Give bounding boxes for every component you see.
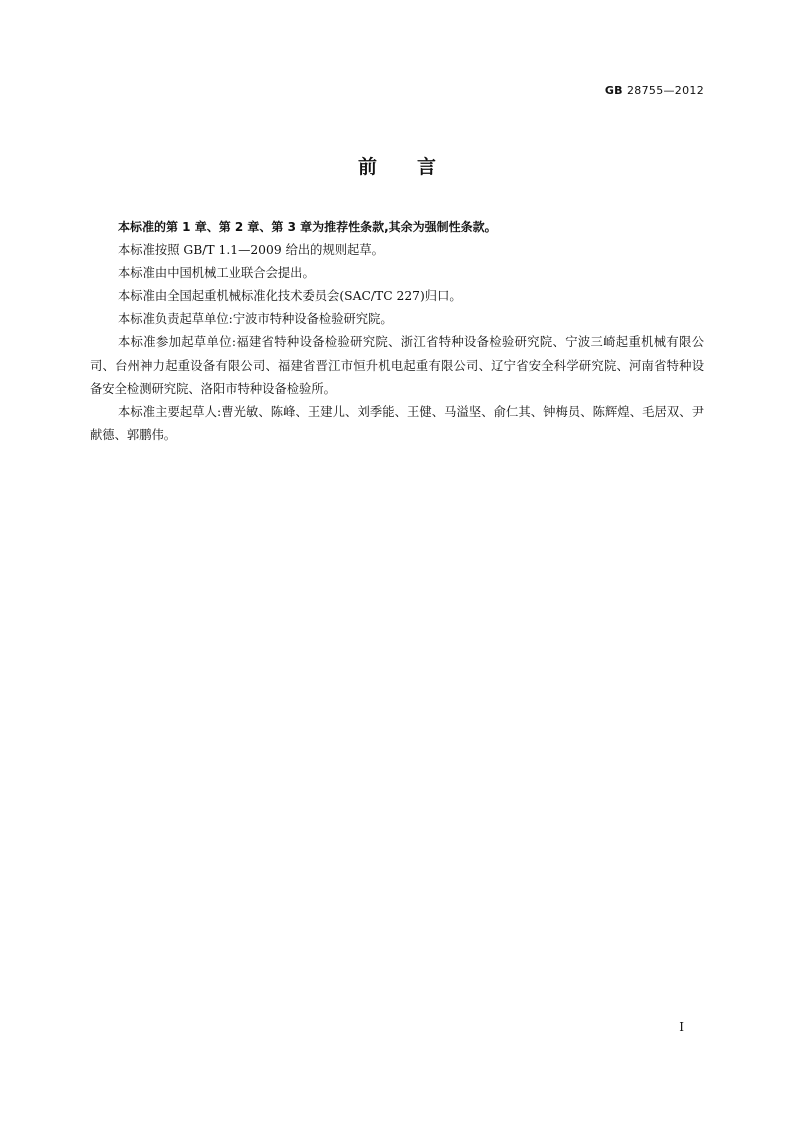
- document-code: [605, 84, 704, 97]
- paragraph-participating-units: 本标准参加起草单位:福建省特种设备检验研究院、浙江省特种设备检验研究院、宁波三崎起重机械有限公司、台州神力起重设备有限公司、福建省晋江市恒升机电起重有限公司、辽宁省安全科学研究院、河南省特种设备安全检测研究院、洛阳市特种设备检验所。: [90, 335, 704, 396]
- paragraph-main-drafters: 本标准主要起草人:曹光敏、陈峰、王建儿、刘季能、王健、马溢坚、俞仁其、钟梅员、陈辉煌、毛居双、尹献德、郭鹏伟。: [90, 404, 704, 442]
- page-number: I: [679, 1020, 684, 1034]
- document-code-number: 28755—2012: [627, 84, 704, 97]
- paragraph-proposer: 本标准由中国机械工业联合会提出。: [118, 266, 315, 281]
- paragraph-lead-drafter: 本标准负责起草单位:宁波市特种设备检验研究院。: [118, 312, 393, 327]
- paragraph-clause-type: 本标准的第 1 章、第 2 章、第 3 章为推荐性条款,其余为强制性条款。: [118, 220, 497, 234]
- paragraph-committee: 本标准由全国起重机械标准化技术委员会(SAC/TC 227)归口。: [118, 289, 462, 304]
- foreword-body: [90, 216, 704, 447]
- paragraph-drafting-rules: 本标准按照 GB/T 1.1—2009 给出的规则起草。: [118, 243, 384, 258]
- document-code-prefix: GB: [604, 84, 623, 97]
- page-title: 前言: [357, 156, 476, 178]
